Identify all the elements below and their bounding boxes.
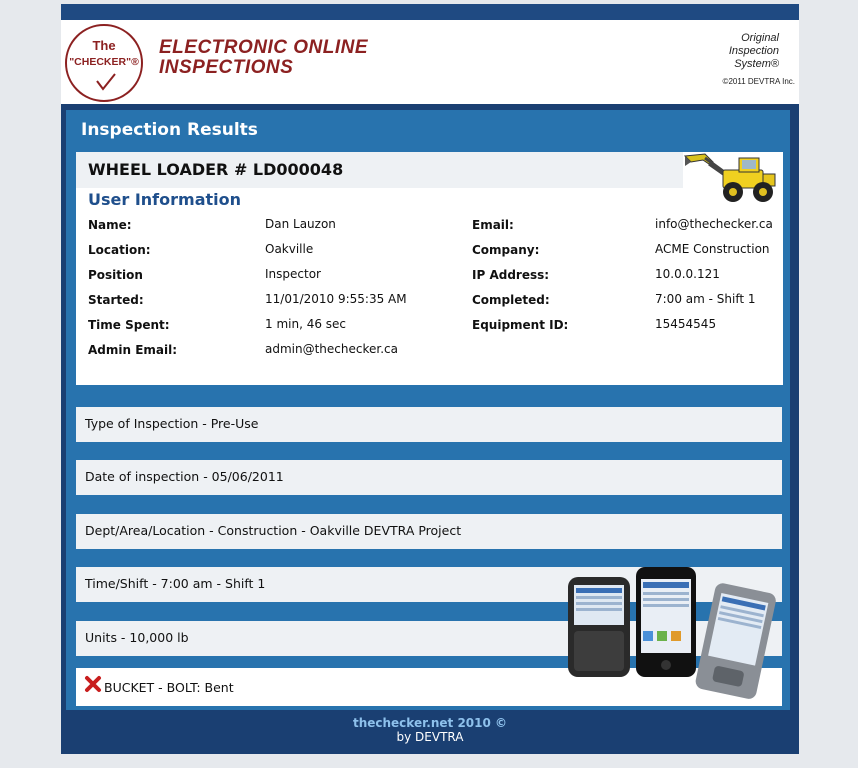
- company-label: Company:: [472, 243, 540, 257]
- defect-text: BUCKET - BOLT: Bent: [104, 680, 234, 695]
- inspection-type-row: [76, 407, 782, 442]
- footer-byline: by DEVTRA: [396, 730, 464, 744]
- blackberry-phone: [568, 577, 630, 677]
- logo-line-2: "CHECKER"®: [69, 56, 139, 68]
- time-shift-text: Time/Shift - 7:00 am - Shift 1: [85, 576, 266, 591]
- logo-line-1: The: [92, 38, 116, 53]
- units-text: Units - 10,000 lb: [85, 630, 189, 645]
- equipment-title: WHEEL LOADER # LD000048: [88, 160, 344, 179]
- inspection-date-row: [76, 460, 782, 495]
- name-value: Dan Lauzon: [265, 217, 336, 231]
- pda-device: [694, 582, 776, 701]
- info-row: [88, 293, 778, 318]
- header: [61, 20, 799, 104]
- wheel-loader-icon: [683, 152, 781, 204]
- original-line-1: Original: [741, 32, 779, 44]
- equipment-header: [76, 152, 686, 188]
- info-row: [88, 318, 778, 343]
- mobile-devices-image: [566, 565, 776, 707]
- checkmark-icon: [95, 72, 117, 92]
- time-spent-label: Time Spent:: [88, 318, 170, 332]
- inspection-date-text: Date of inspection - 05/06/2011: [85, 469, 284, 484]
- dept-location-text: Dept/Area/Location - Construction - Oakville DEVTRA Project: [85, 523, 462, 538]
- info-row: [88, 343, 778, 368]
- position-label: Position: [88, 268, 143, 282]
- started-label: Started:: [88, 293, 144, 307]
- footer: [61, 716, 799, 744]
- equipment-id-label: Equipment ID:: [472, 318, 569, 332]
- time-spent-value: 1 min, 46 sec: [265, 317, 347, 331]
- info-row: [88, 268, 778, 293]
- admin-email-label: Admin Email:: [88, 343, 178, 357]
- brand-title: [159, 38, 368, 78]
- started-value: 11/01/2010 9:55:35 AM: [265, 292, 407, 306]
- original-line-3: System®: [734, 58, 779, 70]
- inspection-results-panel: [66, 110, 790, 710]
- results-title: Inspection Results: [81, 120, 258, 140]
- info-row: [88, 243, 778, 268]
- brand-title-line-2: INSPECTIONS: [159, 57, 294, 78]
- inspection-type-text: Type of Inspection - Pre-Use: [85, 416, 259, 431]
- completed-label: Completed:: [472, 293, 550, 307]
- completed-value: 7:00 am - Shift 1: [655, 292, 756, 306]
- original-line-2: Inspection: [728, 45, 779, 57]
- ip-address-label: IP Address:: [472, 268, 550, 282]
- user-info-title: User Information: [88, 190, 241, 209]
- position-value: Inspector: [265, 267, 321, 281]
- company-value: ACME Construction: [655, 242, 770, 256]
- footer-site-link[interactable]: thechecker.net 2010 ©: [352, 716, 508, 730]
- user-info-grid: [88, 218, 778, 368]
- original-system-note: [675, 32, 795, 88]
- email-label: Email:: [472, 218, 514, 232]
- info-row: [88, 218, 778, 243]
- top-bar: [61, 4, 799, 20]
- checker-logo[interactable]: [65, 24, 143, 102]
- location-label: Location:: [88, 243, 151, 257]
- iphone: [636, 567, 696, 677]
- brand-title-line-1: ELECTRONIC ONLINE: [159, 37, 369, 58]
- copyright-text: ©2011 DEVTRA Inc.: [722, 77, 795, 86]
- name-label: Name:: [88, 218, 132, 232]
- email-value[interactable]: info@thechecker.ca: [655, 217, 773, 231]
- user-info-card: [76, 152, 783, 385]
- x-mark-icon: [84, 675, 102, 693]
- location-value: Oakville: [265, 242, 314, 256]
- page-frame: [61, 4, 799, 754]
- ip-address-value: 10.0.0.121: [655, 267, 720, 281]
- equipment-id-value: 15454545: [655, 317, 717, 331]
- dept-location-row: [76, 514, 782, 549]
- admin-email-value[interactable]: admin@thechecker.ca: [265, 342, 398, 356]
